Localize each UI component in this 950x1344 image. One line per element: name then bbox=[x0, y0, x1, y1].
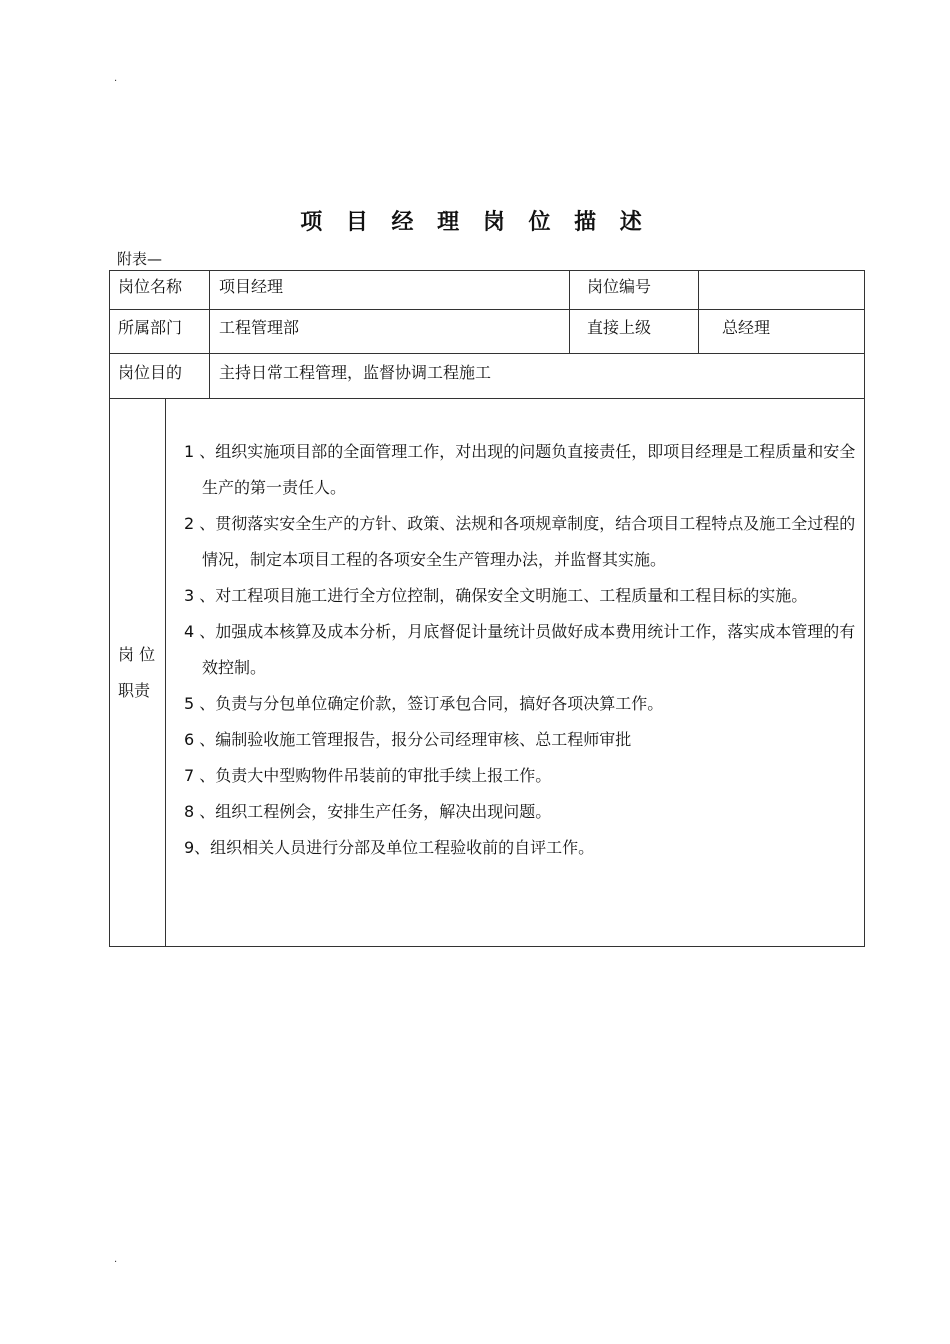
position-number-label: 岗位编号 bbox=[587, 277, 652, 296]
duty-item: 5 、负责与分包单位确定价款，签订承包合同，搞好各项决算工作。 bbox=[184, 694, 664, 713]
row-divider-3 bbox=[110, 398, 864, 399]
direct-superior-label: 直接上级 bbox=[587, 318, 652, 337]
duty-item: 1 、组织实施项目部的全面管理工作，对出现的问题负直接责任，即项目经理是工程质量和安全生产的第一责任人。 bbox=[184, 442, 856, 497]
page-mark-top: . bbox=[114, 73, 118, 84]
position-purpose-label: 岗位目的 bbox=[118, 363, 183, 382]
position-purpose-value: 主持日常工程管理，监督协调工程施工 bbox=[219, 363, 492, 382]
document-title: 项 目 经 理 岗 位 描 述 bbox=[300, 210, 650, 235]
duties-label-line: 职责 bbox=[118, 681, 151, 700]
department-label: 所属部门 bbox=[118, 318, 183, 337]
duties-label bbox=[118, 637, 155, 709]
duties-label-line: 岗 位 bbox=[118, 645, 156, 664]
col-divider-label bbox=[209, 271, 210, 398]
row-divider-2 bbox=[110, 353, 864, 354]
duty-item: 2 、贯彻落实安全生产的方针、政策、法规和各项规章制度，结合项目工程特点及施工全过程的情况，制定本项目工程的各项安全生产管理办法，并监督其实施。 bbox=[184, 514, 856, 569]
col-divider-right bbox=[698, 271, 699, 353]
position-name-label: 岗位名称 bbox=[118, 277, 183, 296]
department-value: 工程管理部 bbox=[219, 318, 300, 337]
position-name-value: 项目经理 bbox=[219, 277, 284, 296]
col-divider-mid bbox=[569, 271, 570, 353]
duty-item: 7 、负责大中型购物件吊装前的审批手续上报工作。 bbox=[184, 766, 552, 785]
appendix-note: 附表— bbox=[117, 250, 163, 268]
duty-item: 9、组织相关人员进行分部及单位工程验收前的自评工作。 bbox=[184, 838, 595, 857]
duties-list bbox=[184, 434, 860, 866]
job-description-table bbox=[109, 270, 865, 947]
duty-item: 4 、加强成本核算及成本分析，月底督促计量统计员做好成本费用统计工作，落实成本管理的有效控制。 bbox=[184, 622, 856, 677]
duty-item: 3 、对工程项目施工进行全方位控制，确保安全文明施工、工程质量和工程目标的实施。 bbox=[184, 586, 808, 605]
row-divider-1 bbox=[110, 309, 864, 310]
col-divider-duties bbox=[165, 398, 166, 946]
page-mark-bottom: . bbox=[114, 1254, 118, 1265]
duty-item: 6 、编制验收施工管理报告，报分公司经理审核、总工程师审批 bbox=[184, 730, 632, 749]
duty-item: 8 、组织工程例会，安排生产任务，解决出现问题。 bbox=[184, 802, 552, 821]
direct-superior-value: 总经理 bbox=[722, 318, 771, 337]
